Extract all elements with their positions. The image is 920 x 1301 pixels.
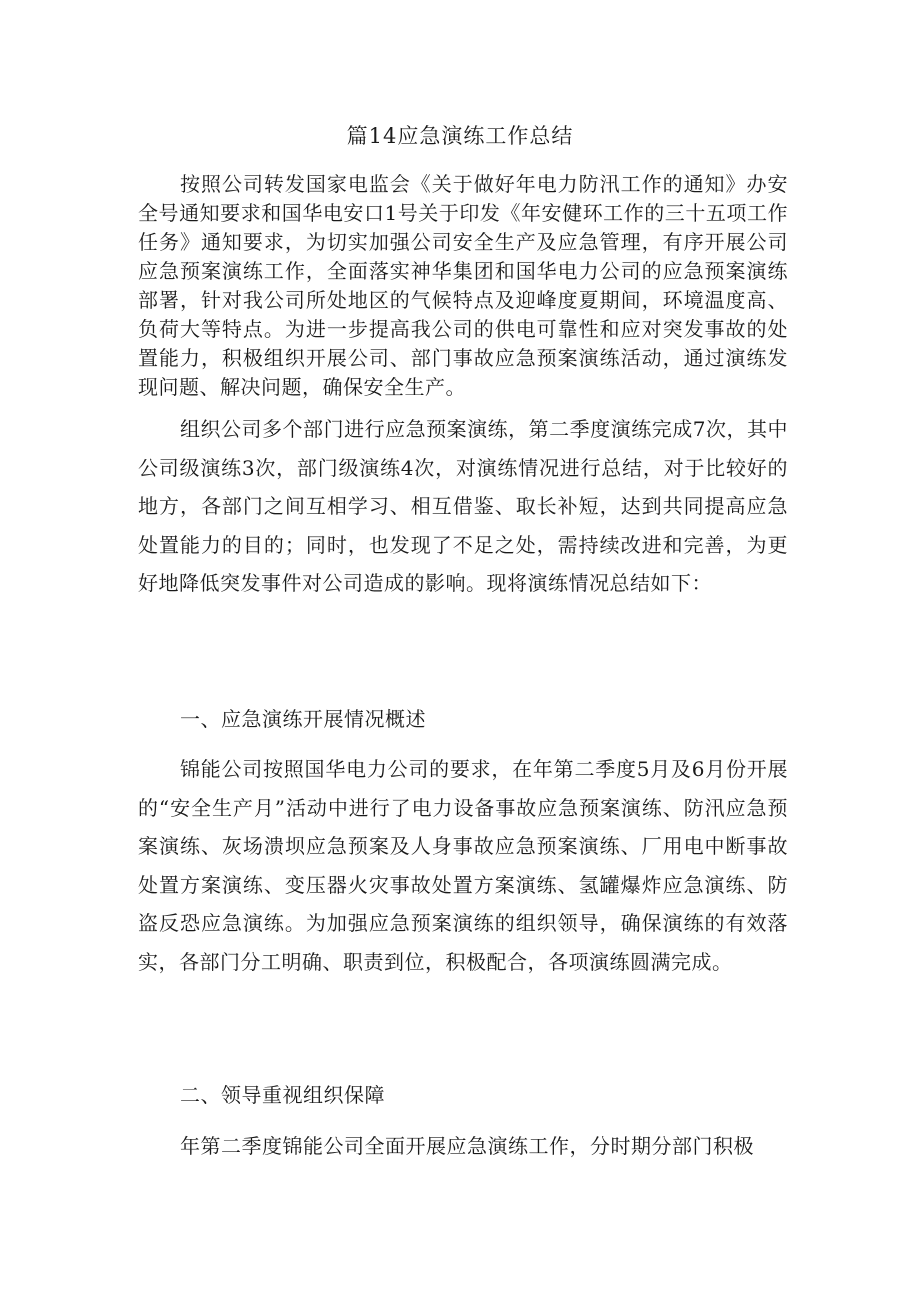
section-heading-leadership: 二、领导重视组织保障 <box>180 1083 385 1107</box>
section-heading-overview: 一、应急演练开展情况概述 <box>180 707 426 731</box>
document-title: 篇14应急演练工作总结 <box>346 124 574 148</box>
summary-paragraph: 组织公司多个部门进行应急预案演练，第二季度演练完成7次，其中公司级演练3次，部门级演练4次，对演练情况进行总结，对于比较好的地方，各部门之间互相学习、相互借鉴、取长补短，达到共同提高应急处置能力的目的；同时，也发现了不足之处，需持续改进和完善，为更好地降低突发事件对公司造成的影响。现将演练情况总结如下： <box>138 417 788 595</box>
intro-paragraph: 按照公司转发国家电监会《关于做好年电力防汛工作的通知》办安全号通知要求和国华电安口1号关于印发《年安健环工作的三十五项工作任务》通知要求，为切实加强公司安全生产及应急管理，有序开展公司应急预案演练工作，全面落实神华集团和国华电力公司的应急预案演练部署，针对我公司所处地区的气候特点及迎峰度夏期间，环境温度高、负荷大等特点。为进一步提高我公司的供电可靠性和应对突发事故的处置能力，积极组织开展公司、部门事故应急预案演练活动，通过演练发现问题、解决问题，确保安全生产。 <box>138 172 788 399</box>
overview-paragraph: 锦能公司按照国华电力公司的要求，在年第二季度5月及6月份开展的“安全生产月”活动中进行了电力设备事故应急预案演练、防汛应急预案演练、灰场溃坝应急预案及人身事故应急预案演练、厂用电中断事故处置方案演练、变压器火灾事故处置方案演练、氢罐爆炸应急演练、防盗反恐应急演练。为加强应急预案演练的组织领导，确保演练的有效落实，各部门分工明确、职责到位，积极配合，各项演练圆满完成。 <box>138 757 788 974</box>
leadership-paragraph: 年第二季度锦能公司全面开展应急演练工作，分时期分部门积极 <box>180 1134 754 1158</box>
